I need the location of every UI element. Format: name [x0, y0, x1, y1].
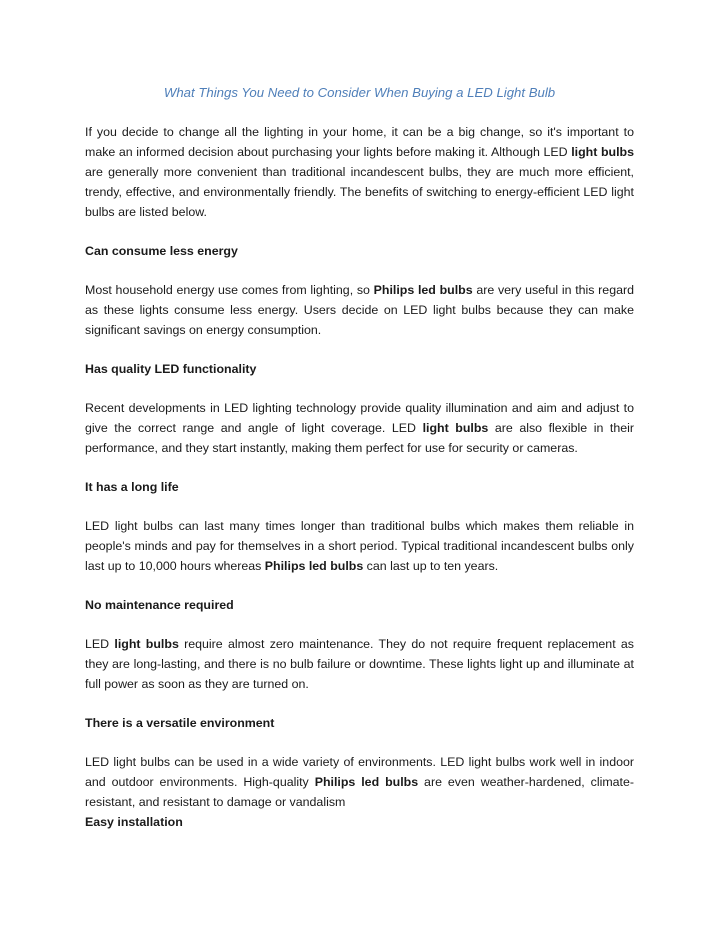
section-text-start: LED light bulbs can be used in a wide variety of environments. LED light bulbs work well in indoor and outdoor environments. High-quality	[85, 755, 634, 789]
section-text-end: are even weather-hardened, climate-resistant, and resistant to damage or vandalism	[85, 775, 635, 809]
intro-text-end: are generally more convenient than traditional incandescent bulbs, they are much more efficient, trendy, effective, and environmentally friendly. The benefits of switching to energy-efficient LED light bulbs are listed below.	[85, 165, 634, 219]
document-title: What Things You Need to Consider When Buying a LED Light Bulb	[163, 85, 556, 100]
section-text-start: LED	[85, 637, 115, 651]
section-paragraph-long-life	[85, 516, 634, 576]
section-paragraph-environment	[85, 752, 634, 812]
section-bold-text: Philips led bulbs	[373, 283, 473, 297]
section-text-start: Recent developments in LED lighting technology provide quality illumination and aim and adjust to give the correct range and angle of light coverage. LED	[85, 401, 634, 435]
section-paragraph-functionality	[85, 398, 634, 458]
section-heading-functionality: Has quality LED functionality	[85, 362, 257, 376]
section-bold-text: light bulbs	[422, 421, 489, 435]
section-text-end: are very useful in this regard as these lights consume less energy. Users decide on LED light bulbs because they can make significant savings on energy consumption.	[85, 283, 634, 337]
section-bold-text: light bulbs	[114, 637, 179, 651]
section-paragraph-energy	[85, 280, 634, 340]
section-heading-installation: Easy installation	[85, 815, 183, 829]
section-paragraph-maintenance	[85, 634, 634, 694]
section-heading-long-life: It has a long life	[85, 480, 179, 494]
intro-bold-text: light bulbs	[571, 145, 635, 159]
section-heading-energy: Can consume less energy	[85, 244, 238, 258]
section-text-start: LED light bulbs can last many times longer than traditional bulbs which makes them reliable in people's minds and pay for themselves in a short period. Typical traditional incandescent bulbs only last up to 10,000 hours whereas	[85, 519, 634, 573]
section-heading-environment: There is a versatile environment	[85, 716, 275, 730]
section-bold-text: Philips led bulbs	[264, 559, 364, 573]
section-text-end: are also flexible in their performance, and they start instantly, making them perfect for use for security or cameras.	[85, 421, 635, 455]
document-body	[85, 83, 634, 832]
section-text-end: can last up to ten years.	[363, 559, 499, 573]
section-text-end: require almost zero maintenance. They do not require frequent replacement as they are long-lasting, and there is no bulb failure or downtime. These lights light up and illuminate at full power as soon as they are turned on.	[85, 637, 634, 691]
intro-text-start: If you decide to change all the lighting in your home, it can be a big change, so it's important to make an informed decision about purchasing your lights before making it. Although LED	[85, 125, 634, 159]
section-heading-maintenance: No maintenance required	[85, 598, 234, 612]
section-bold-text: Philips led bulbs	[314, 775, 419, 789]
intro-paragraph	[85, 122, 634, 222]
section-text-start: Most household energy use comes from lighting, so	[85, 283, 374, 297]
